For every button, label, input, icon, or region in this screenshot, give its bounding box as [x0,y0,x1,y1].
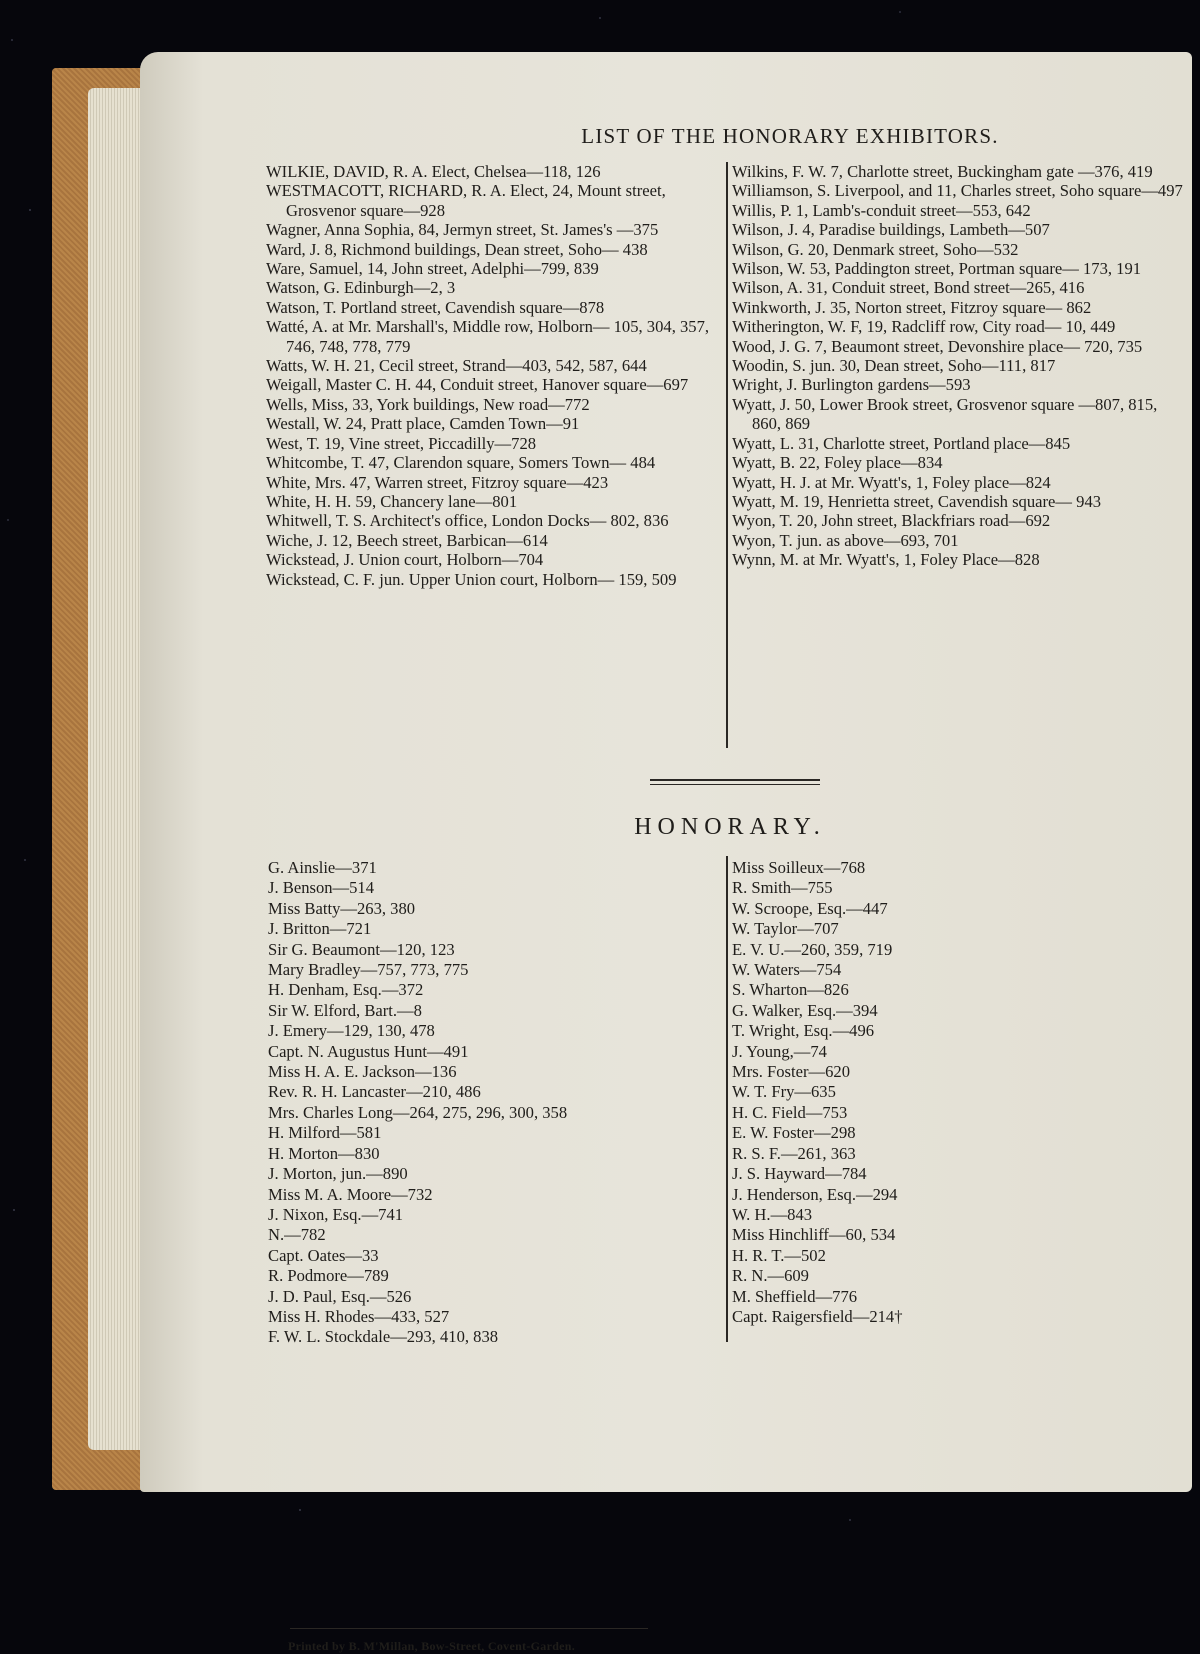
honorary-entry: J. Young,—74 [732,1041,827,1061]
honorary-entry: H. R. T.—502 [732,1245,826,1265]
honorary-entry: M. Sheffield—776 [732,1286,858,1306]
honorary-entry: Miss Batty—263, 380 [268,898,416,918]
honorary-entry: R. N.—609 [732,1266,809,1286]
honorary-entry: E. W. Foster—298 [732,1123,856,1143]
honorary-left-column [268,858,718,1348]
honorary-entry: H. Morton—830 [268,1143,380,1163]
honorary-entry: E. V. U.—260, 359, 719 [732,939,893,959]
exhibitor-entry: Wickstead, C. F. jun. Upper Union court, Holborn— 159, 509 [266,569,677,589]
column-divider [726,856,728,1342]
exhibitor-entry: Wickstead, J. Union court, Holborn—704 [266,550,544,570]
honorary-entry: S. Wharton—826 [732,980,849,1000]
exhibitor-entry: Wells, Miss, 33, York buildings, New road—772 [266,394,590,414]
section-heading: HONORARY. [634,814,826,840]
exhibitor-entry: Wilson, W. 53, Paddington street, Portman square— 173, 191 [732,259,1142,279]
exhibitor-entry: Wagner, Anna Sophia, 84, Jermyn street, St. James's —375 [266,220,659,240]
honorary-entry: Mrs. Charles Long—264, 275, 296, 300, 358 [268,1102,568,1122]
exhibitor-entry: Witherington, W. F, 19, Radcliff row, City road— 10, 449 [732,317,1116,337]
page-title: LIST OF THE HONORARY EXHIBITORS. [581,124,999,148]
honorary-right-column [732,858,1184,1327]
exhibitor-entry: Wyatt, L. 31, Charlotte street, Portland place—845 [732,433,1071,453]
exhibitor-entry: White, Mrs. 47, Warren street, Fitzroy square—423 [266,472,609,492]
honorary-entry: Miss M. A. Moore—732 [268,1184,433,1204]
honorary-entry: Sir W. Elford, Bart.—8 [268,1000,422,1020]
honorary-entry: W. Taylor—707 [732,919,839,939]
honorary-entry: J. Morton, jun.—890 [268,1164,408,1184]
honorary-entry: Capt. Raigersfield—214† [732,1306,903,1326]
exhibitors-right-column [732,162,1184,570]
exhibitor-entry: Wilson, J. 4, Paradise buildings, Lambeth—507 [732,220,1050,240]
book-page [140,52,1192,1653]
honorary-entry: Miss H. Rhodes—433, 527 [268,1306,450,1326]
honorary-entry: N.—782 [268,1225,326,1245]
honorary-entry: Mrs. Foster—620 [732,1062,851,1082]
exhibitor-entry: Wilkins, F. W. 7, Charlotte street, Buckingham gate —376, 419 [732,162,1153,181]
exhibitor-entry: Wood, J. G. 7, Beaumont street, Devonshire place— 720, 735 [732,336,1143,356]
exhibitor-entry: White, H. H. 59, Chancery lane—801 [266,491,518,511]
honorary-entry: W. H.—843 [732,1204,813,1224]
exhibitor-entry: Wyatt, M. 19, Henrietta street, Cavendish square— 943 [732,491,1102,511]
honorary-entry: J. Benson—514 [268,878,375,898]
honorary-entry: R. S. F.—261, 363 [732,1143,856,1163]
honorary-entry: J. Nixon, Esq.—741 [268,1204,404,1224]
exhibitor-entry: Wyatt, H. J. at Mr. Wyatt's, 1, Foley place—824 [732,472,1051,492]
honorary-entry: G. Ainslie—371 [268,858,377,877]
exhibitor-entry: Watson, G. Edinburgh—2, 3 [266,278,456,298]
imprint: Printed by B. M'Millan, Bow-Street, Covent-Garden. [288,1639,576,1653]
honorary-entry: W. Scroope, Esq.—447 [732,898,888,918]
honorary-entry: R. Smith—755 [732,878,833,898]
exhibitor-entry: WESTMACOTT, RICHARD, R. A. Elect, 24, Mount street, Grosvenor square—928 [266,181,666,220]
honorary-entry: R. Podmore—789 [268,1266,389,1286]
exhibitor-entry: Whitwell, T. S. Architect's office, London Docks— 802, 836 [266,511,669,531]
imprint-rule [290,1628,648,1629]
honorary-entry: Miss H. A. E. Jackson—136 [268,1062,457,1082]
honorary-entry: Miss Soilleux—768 [732,858,866,877]
exhibitor-entry: Wynn, M. at Mr. Wyatt's, 1, Foley Place—828 [732,550,1040,570]
exhibitor-entry: Ware, Samuel, 14, John street, Adelphi—799, 839 [266,259,599,279]
honorary-entry: J. Britton—721 [268,919,372,939]
honorary-entry: H. Denham, Esq.—372 [268,980,424,1000]
exhibitor-entry: Watson, T. Portland street, Cavendish square—878 [266,297,605,317]
honorary-entry: W. Waters—754 [732,960,842,980]
exhibitor-entry: Wyon, T. 20, John street, Blackfriars road—692 [732,511,1051,531]
column-divider [726,162,728,748]
honorary-entry: J. D. Paul, Esq.—526 [268,1286,412,1306]
exhibitor-entry: WILKIE, DAVID, R. A. Elect, Chelsea—118, 126 [266,162,601,181]
honorary-entry: Rev. R. H. Lancaster—210, 486 [268,1082,481,1102]
honorary-entry: J. S. Hayward—784 [732,1164,867,1184]
exhibitor-entry: Whitcombe, T. 47, Clarendon square, Somers Town— 484 [266,453,656,473]
exhibitor-entry: Weigall, Master C. H. 44, Conduit street, Hanover square—697 [266,375,689,395]
honorary-entry: G. Walker, Esq.—394 [732,1000,878,1020]
honorary-entry: Capt. Oates—33 [268,1245,379,1265]
exhibitor-entry: Wyatt, B. 22, Foley place—834 [732,453,943,473]
honorary-entry: Capt. N. Augustus Hunt—491 [268,1041,469,1061]
exhibitor-entry: West, T. 19, Vine street, Piccadilly—728 [266,433,537,453]
honorary-entry: H. Milford—581 [268,1123,382,1143]
exhibitor-entry: Watts, W. H. 21, Cecil street, Strand—403, 542, 587, 644 [266,356,647,376]
exhibitor-entry: Winkworth, J. 35, Norton street, Fitzroy square— 862 [732,297,1092,317]
section-divider [650,779,820,785]
exhibitor-entry: Woodin, S. jun. 30, Dean street, Soho—111, 817 [732,356,1056,376]
exhibitor-entry: Wyon, T. jun. as above—693, 701 [732,530,959,550]
exhibitor-entry: Ward, J. 8, Richmond buildings, Dean street, Soho— 438 [266,239,648,259]
exhibitor-entry: Watté, A. at Mr. Marshall's, Middle row, Holborn— 105, 304, 357, 746, 748, 778, 779 [266,317,710,356]
exhibitor-entry: Wyatt, J. 50, Lower Brook street, Grosvenor square —807, 815, 860, 869 [732,394,1158,434]
honorary-entry: J. Emery—129, 130, 478 [268,1021,435,1041]
honorary-entry: T. Wright, Esq.—496 [732,1021,875,1041]
honorary-entry: W. T. Fry—635 [732,1082,836,1102]
exhibitor-entry: Wilson, G. 20, Denmark street, Soho—532 [732,239,1019,259]
honorary-entry: Mary Bradley—757, 773, 775 [268,960,469,980]
honorary-entry: Miss Hinchliff—60, 534 [732,1225,896,1245]
honorary-entry: H. C. Field—753 [732,1102,848,1122]
exhibitor-entry: Westall, W. 24, Pratt place, Camden Town—91 [266,414,580,434]
exhibitor-entry: Williamson, S. Liverpool, and 11, Charles street, Soho square—497 [732,181,1183,201]
exhibitor-entry: Willis, P. 1, Lamb's-conduit street—553, 642 [732,200,1031,220]
honorary-entry: J. Henderson, Esq.—294 [732,1184,898,1204]
exhibitors-left-column [266,162,724,589]
honorary-entry: F. W. L. Stockdale—293, 410, 838 [268,1327,499,1347]
exhibitor-entry: Wright, J. Burlington gardens—593 [732,375,971,395]
exhibitor-entry: Wilson, A. 31, Conduit street, Bond street—265, 416 [732,278,1085,298]
exhibitor-entry: Wiche, J. 12, Beech street, Barbican—614 [266,530,548,550]
honorary-entry: Sir G. Beaumont—120, 123 [268,939,455,959]
